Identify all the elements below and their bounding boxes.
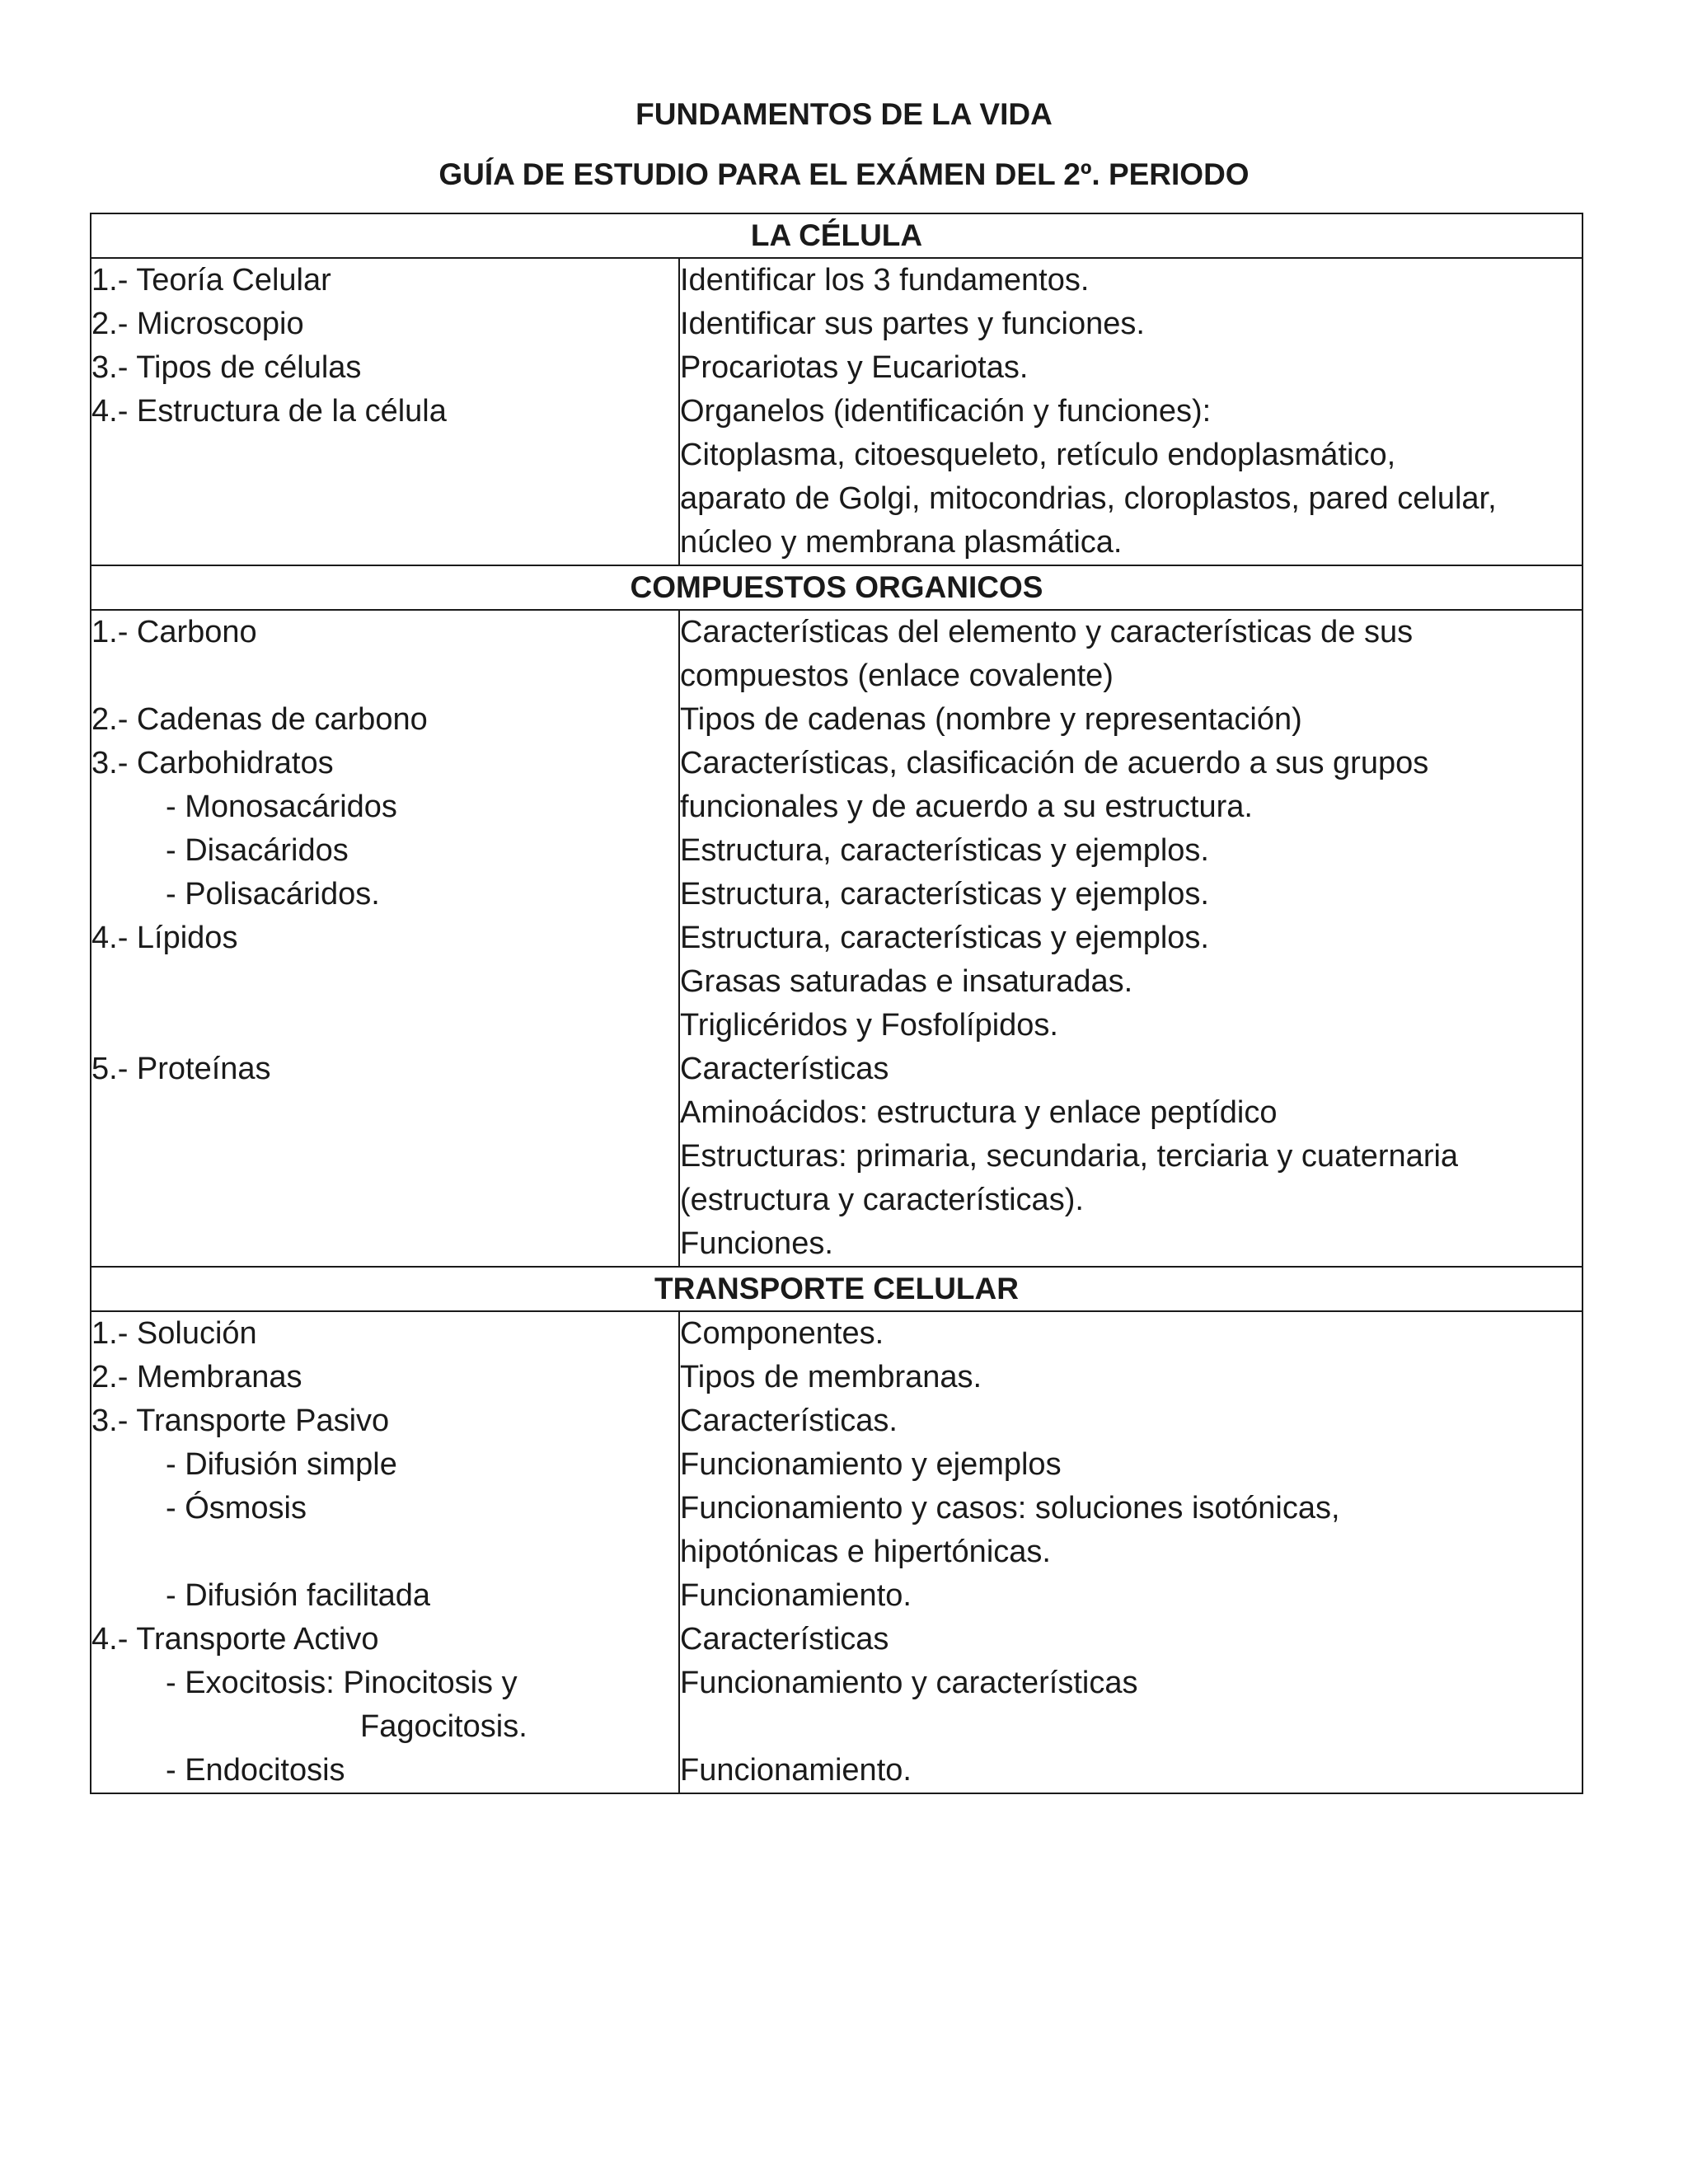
- section-heading: LA CÉLULA: [91, 213, 1582, 258]
- document-subtitle: GUÍA DE ESTUDIO PARA EL EXÁMEN DEL 2º. PERIODO: [438, 157, 1250, 191]
- topic-line: [91, 477, 678, 521]
- detail-line: Aminoácidos: estructura y enlace peptídico: [680, 1095, 1278, 1130]
- detail-line: aparato de Golgi, mitocondrias, cloroplastos, pared celular,: [680, 481, 1497, 516]
- detail-line: Funcionamiento.: [680, 1578, 912, 1613]
- topics-column: [91, 610, 679, 1267]
- detail-line: núcleo y membrana plasmática.: [680, 525, 1123, 560]
- topic-line: 2.- Cadenas de carbono: [91, 702, 428, 737]
- detail-line: Grasas saturadas e insaturadas.: [680, 964, 1133, 999]
- detail-line: Características: [680, 1052, 889, 1086]
- topic-line: - Ósmosis: [166, 1491, 307, 1526]
- detail-line: Características del elemento y características de sus: [680, 615, 1414, 649]
- topic-line: 1.- Carbono: [91, 615, 257, 649]
- details-column: [679, 258, 1582, 565]
- detail-line: Características, clasificación de acuerdo a sus grupos: [680, 746, 1429, 780]
- topic-line: - Difusión facilitada: [166, 1578, 431, 1613]
- detail-line: Procariotas y Eucariotas.: [680, 350, 1029, 385]
- topic-line: 4.- Lípidos: [91, 921, 238, 955]
- study-guide-table: [90, 213, 1583, 1794]
- topic-line: [91, 1091, 678, 1135]
- detail-line: Citoplasma, citoesqueleto, retículo endoplasmático,: [680, 438, 1396, 472]
- detail-line: Componentes.: [680, 1316, 884, 1351]
- topic-line: - Disacáridos: [166, 833, 349, 868]
- topic-line: 3.- Transporte Pasivo: [91, 1404, 390, 1438]
- topic-line: 2.- Microscopio: [91, 307, 304, 341]
- topic-line: 4.- Transporte Activo: [91, 1622, 379, 1657]
- detail-line: Estructura, características y ejemplos.: [680, 921, 1209, 955]
- detail-line: Tipos de membranas.: [680, 1360, 982, 1394]
- topic-line: [91, 960, 678, 1004]
- section-heading: COMPUESTOS ORGANICOS: [91, 565, 1582, 610]
- detail-line: Funcionamiento y características: [680, 1666, 1138, 1700]
- topic-line: 4.- Estructura de la célula: [91, 394, 447, 429]
- detail-line: [680, 1705, 1582, 1749]
- detail-line: Características: [680, 1622, 889, 1657]
- topic-line: - Endocitosis: [166, 1753, 345, 1788]
- topic-line: [91, 1004, 678, 1047]
- detail-line: funcionales y de acuerdo a su estructura.: [680, 790, 1253, 824]
- detail-line: Organelos (identificación y funciones):: [680, 394, 1212, 429]
- detail-line: compuestos (enlace covalente): [680, 658, 1114, 693]
- topic-line: [91, 1530, 678, 1574]
- topics-column: [91, 258, 679, 565]
- section-header-row: [91, 213, 1582, 258]
- details-column: [679, 1311, 1582, 1793]
- topics-column: [91, 1311, 679, 1793]
- topic-line: [91, 1179, 678, 1222]
- topic-line: 3.- Tipos de células: [91, 350, 362, 385]
- topic-line: 5.- Proteínas: [91, 1052, 271, 1086]
- document-title: FUNDAMENTOS DE LA VIDA: [635, 97, 1053, 131]
- section-content-row: [91, 610, 1582, 1267]
- detail-line: Características.: [680, 1404, 898, 1438]
- detail-line: Funcionamiento y ejemplos: [680, 1447, 1062, 1482]
- detail-line: Funcionamiento y casos: soluciones isotónicas,: [680, 1491, 1340, 1526]
- topic-line: Fagocitosis.: [360, 1709, 528, 1744]
- detail-line: Identificar los 3 fundamentos.: [680, 263, 1090, 298]
- detail-line: Estructura, características y ejemplos.: [680, 833, 1209, 868]
- detail-line: hipotónicas e hipertónicas.: [680, 1535, 1051, 1569]
- detail-line: Estructuras: primaria, secundaria, terciaria y cuaternaria: [680, 1139, 1459, 1174]
- section-header-row: [91, 1267, 1582, 1311]
- topic-line: [91, 1135, 678, 1179]
- detail-line: Funcionamiento.: [680, 1753, 912, 1788]
- section-content-row: [91, 1311, 1582, 1793]
- detail-line: (estructura y características).: [680, 1183, 1084, 1217]
- topic-line: [91, 521, 678, 565]
- detail-line: Estructura, características y ejemplos.: [680, 877, 1209, 912]
- detail-line: Funciones.: [680, 1226, 833, 1261]
- details-column: [679, 610, 1582, 1267]
- detail-line: Tipos de cadenas (nombre y representación): [680, 702, 1302, 737]
- topic-line: - Polisacáridos.: [166, 877, 380, 912]
- topic-line: [91, 1222, 678, 1266]
- topic-line: - Exocitosis: Pinocitosis y: [166, 1666, 518, 1700]
- topic-line: [91, 654, 678, 698]
- section-heading: TRANSPORTE CELULAR: [91, 1267, 1582, 1311]
- section-content-row: [91, 258, 1582, 565]
- topic-line: [91, 434, 678, 477]
- topic-line: - Monosacáridos: [166, 790, 397, 824]
- section-header-row: [91, 565, 1582, 610]
- topic-line: 2.- Membranas: [91, 1360, 302, 1394]
- topic-line: 1.- Solución: [91, 1316, 257, 1351]
- detail-line: Triglicéridos y Fosfolípidos.: [680, 1008, 1058, 1043]
- topic-line: 1.- Teoría Celular: [91, 263, 331, 298]
- topic-line: 3.- Carbohidratos: [91, 746, 334, 780]
- topic-line: - Difusión simple: [166, 1447, 397, 1482]
- detail-line: Identificar sus partes y funciones.: [680, 307, 1145, 341]
